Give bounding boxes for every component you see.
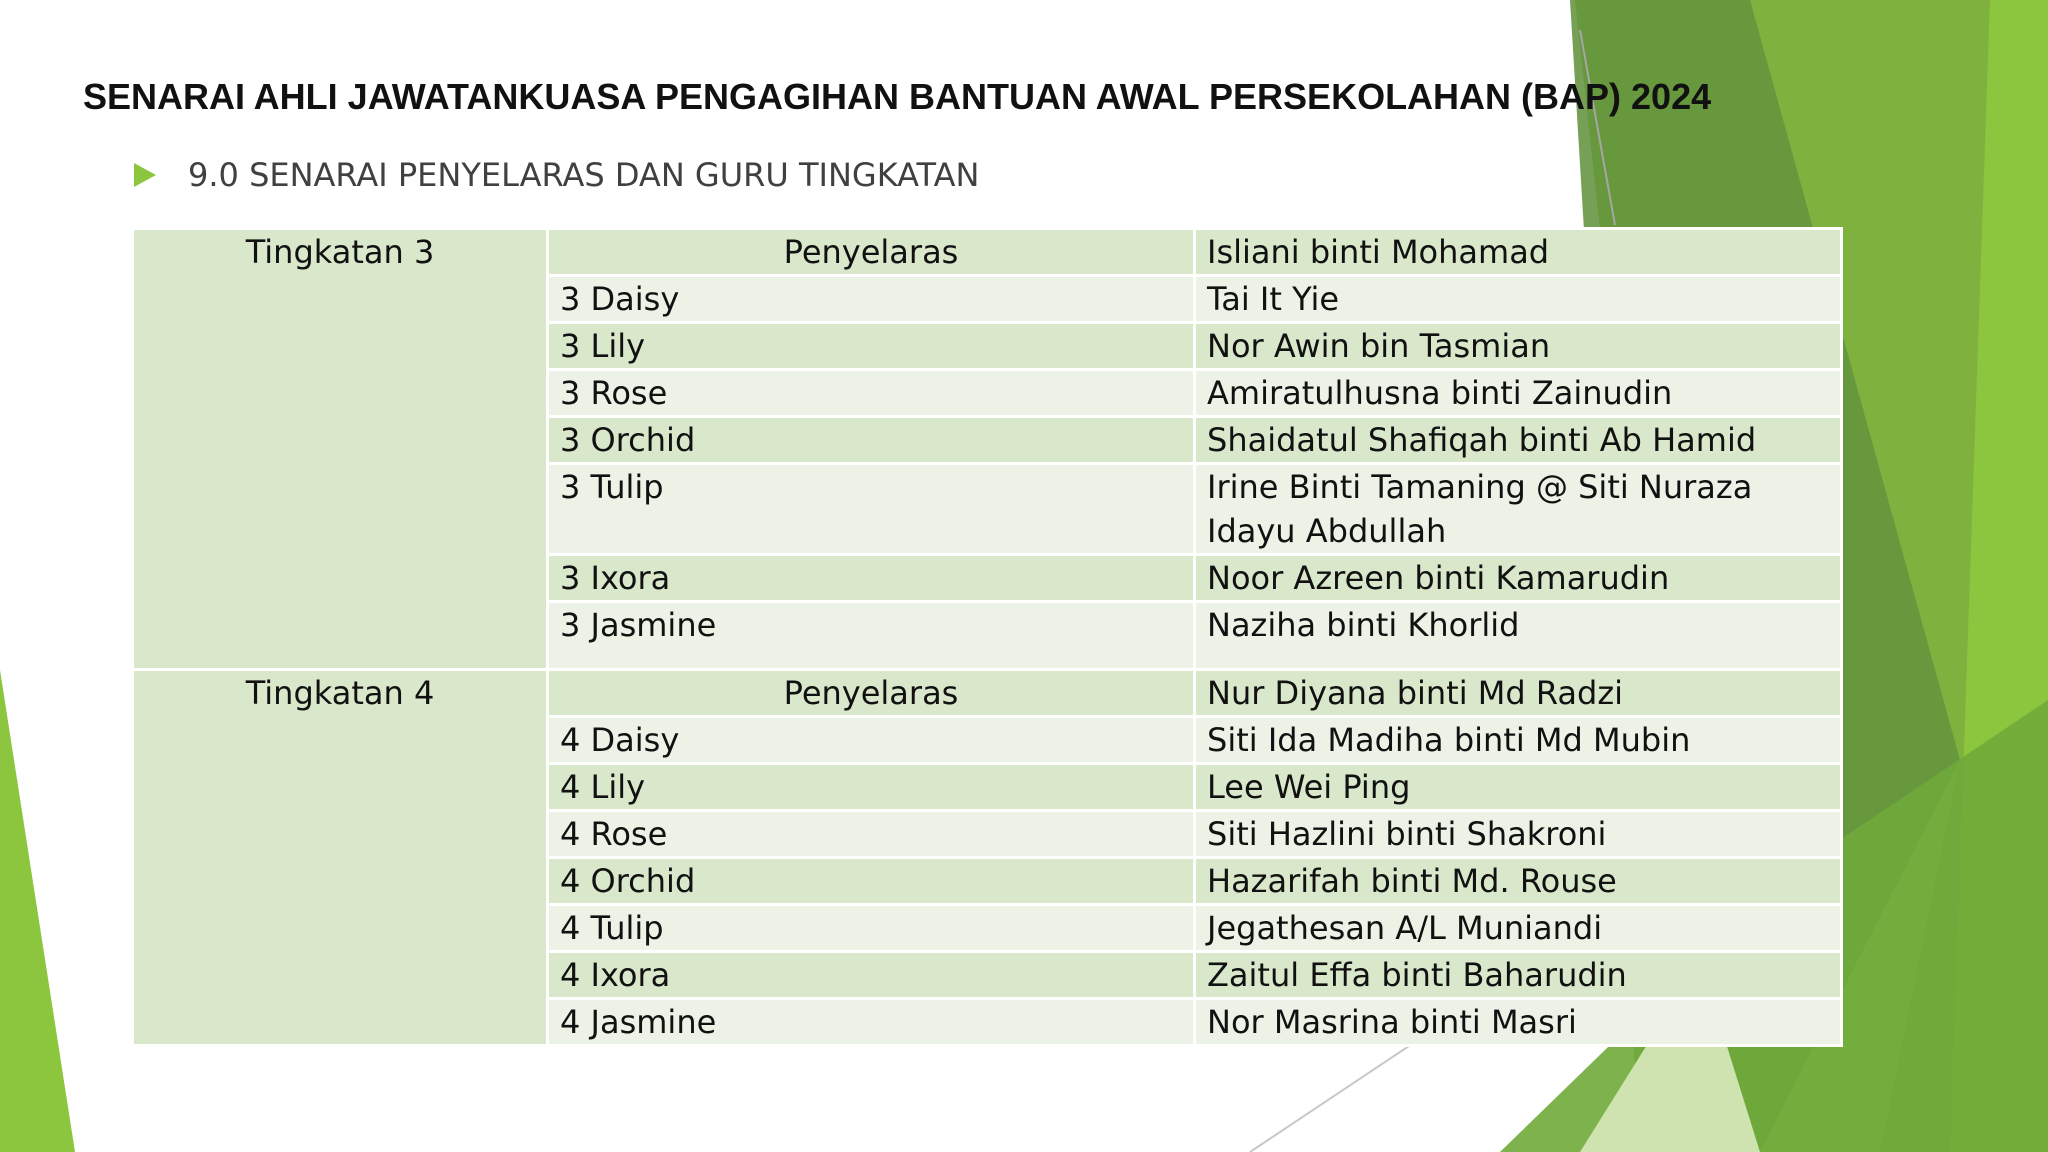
teacher-name: Nor Awin bin Tasmian	[1195, 323, 1842, 370]
class-name: 3 Tulip	[548, 464, 1195, 555]
teacher-name: Lee Wei Ping	[1195, 764, 1842, 811]
teacher-name: Zaitul Effa binti Baharudin	[1195, 952, 1842, 999]
teacher-name: Jegathesan A/L Muniandi	[1195, 905, 1842, 952]
teacher-name: Naziha binti Khorlid	[1195, 602, 1842, 670]
teacher-name: Siti Hazlini binti Shakroni	[1195, 811, 1842, 858]
subtitle-text: 9.0 SENARAI PENYELARAS DAN GURU TINGKATAN	[188, 156, 980, 194]
teacher-name: Shaidatul Shafiqah binti Ab Hamid	[1195, 417, 1842, 464]
class-name: 3 Lily	[548, 323, 1195, 370]
class-name: 4 Ixora	[548, 952, 1195, 999]
class-name: 3 Ixora	[548, 555, 1195, 602]
table-row	[133, 229, 1842, 276]
class-name: 4 Tulip	[548, 905, 1195, 952]
page-title: SENARAI AHLI JAWATANKUASA PENGAGIHAN BANTUAN AWAL PERSEKOLAHAN (BAP) 2024	[83, 76, 1712, 117]
teacher-name: Irine Binti Tamaning @ Siti Nuraza Idayu Abdullah	[1195, 464, 1842, 555]
class-name: 4 Orchid	[548, 858, 1195, 905]
coordinator-label: Penyelaras	[548, 229, 1195, 276]
coordinator-name: Isliani binti Mohamad	[1195, 229, 1842, 276]
teacher-name: Nor Masrina binti Masri	[1195, 999, 1842, 1046]
class-name: 3 Jasmine	[548, 602, 1195, 670]
class-name: 4 Rose	[548, 811, 1195, 858]
class-name: 3 Rose	[548, 370, 1195, 417]
coordinator-label: Penyelaras	[548, 670, 1195, 717]
teacher-name: Siti Ida Madiha binti Md Mubin	[1195, 717, 1842, 764]
form-name-cell: Tingkatan 3	[133, 229, 548, 670]
class-name: 4 Lily	[548, 764, 1195, 811]
teacher-name: Amiratulhusna binti Zainudin	[1195, 370, 1842, 417]
teacher-name: Noor Azreen binti Kamarudin	[1195, 555, 1842, 602]
subtitle-bullet	[134, 152, 979, 198]
committee-table	[131, 227, 1843, 1047]
left-facet	[0, 670, 75, 1152]
coordinator-name: Nur Diyana binti Md Radzi	[1195, 670, 1842, 717]
class-name: 3 Orchid	[548, 417, 1195, 464]
class-name: 4 Jasmine	[548, 999, 1195, 1046]
class-name: 4 Daisy	[548, 717, 1195, 764]
triangle-bullet-icon	[134, 163, 156, 187]
teacher-name: Tai It Yie	[1195, 276, 1842, 323]
class-name: 3 Daisy	[548, 276, 1195, 323]
form-name-cell: Tingkatan 4	[133, 670, 548, 1046]
table-row	[133, 670, 1842, 717]
teacher-name: Hazarifah binti Md. Rouse	[1195, 858, 1842, 905]
